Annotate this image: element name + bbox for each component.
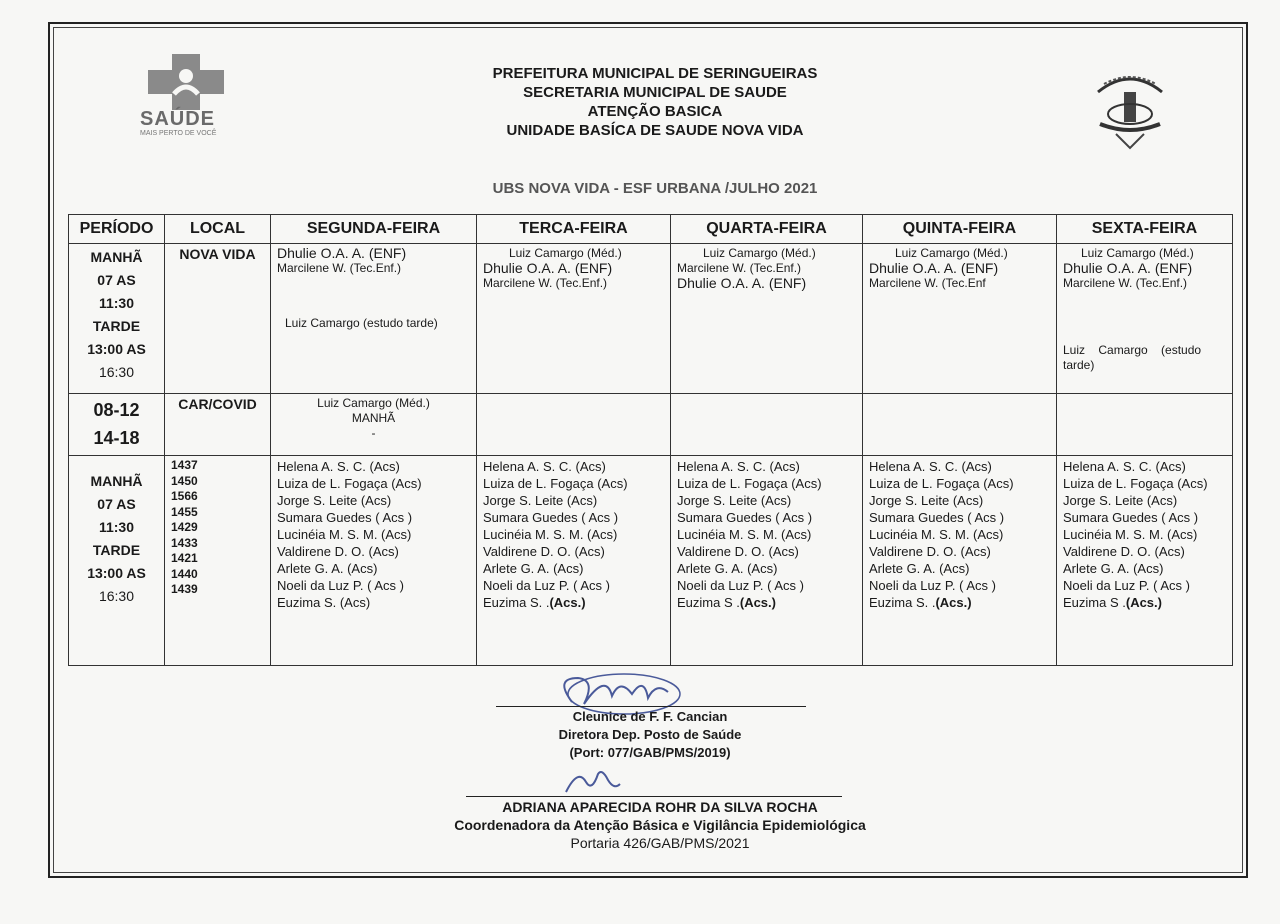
logo-word: SAÚDE xyxy=(140,108,216,130)
terca-cell xyxy=(477,394,671,456)
acs-entry: Arlete G. A. (Acs) xyxy=(483,561,584,576)
period-text: MANHÃ xyxy=(90,249,143,265)
acs-entry: Arlete G. A. (Acs) xyxy=(677,561,778,576)
period-text: TARDE xyxy=(92,318,141,334)
header-line-1: PREFEITURA MUNICIPAL DE SERINGUEIRAS xyxy=(492,65,818,82)
quinta-cell xyxy=(863,244,1057,394)
period-text: 13:00 AS xyxy=(87,565,146,581)
acs-entry: Jorge S. Leite (Acs) xyxy=(1063,493,1178,508)
handwritten-signature-icon xyxy=(562,766,622,796)
staff-entry: Marcilene W. (Tec.Enf.) xyxy=(677,261,802,275)
acs-entry: Luiza de L. Fogaça (Acs) xyxy=(869,476,1014,491)
period-text: 14-18 xyxy=(93,428,140,448)
acs-entry: Jorge S. Leite (Acs) xyxy=(483,493,598,508)
acs-entry xyxy=(677,594,856,611)
signer-role: Coordenadora da Atenção Básica e Vigilância Epidemiológica xyxy=(454,817,866,833)
staff-entry: - xyxy=(371,426,376,440)
acs-entry: Sumara Guedes ( Acs ) xyxy=(277,510,413,525)
acs-entry: Arlete G. A. (Acs) xyxy=(869,561,970,576)
acs-code: 1450 xyxy=(171,473,198,488)
acs-name: Euzima S. . xyxy=(483,595,550,610)
period-text: 13:00 AS xyxy=(87,341,146,357)
acs-entry: Valdirene D. O. (Acs) xyxy=(1063,544,1185,559)
period-text: 11:30 xyxy=(98,519,135,535)
segunda-cell xyxy=(271,456,477,666)
col-quinta: QUINTA-FEIRA xyxy=(863,215,1057,244)
acs-code: 1433 xyxy=(171,535,198,550)
staff-entry: Luiz Camargo (Méd.) xyxy=(895,246,1008,260)
acs-entry: Helena A. S. C. (Acs) xyxy=(483,459,606,474)
acs-name: Euzima S . xyxy=(1063,595,1126,610)
local-cell: CAR/COVID xyxy=(165,394,271,456)
acs-code: 1566 xyxy=(171,489,198,503)
staff-entry: Dhulie O.A. A. (ENF) xyxy=(1063,260,1193,276)
staff-entry: Dhulie O.A. A. (ENF) xyxy=(483,260,613,276)
header-line-2: SECRETARIA MUNICIPAL DE SAUDE xyxy=(523,84,787,101)
quarta-cell xyxy=(671,394,863,456)
signature-line xyxy=(496,706,806,707)
acs-entry: Noeli da Luz P. ( Acs ) xyxy=(869,578,996,593)
table-row xyxy=(69,456,1233,666)
acs-entry: Lucinéia M. S. M. (Acs) xyxy=(677,527,812,542)
acs-entry: Sumara Guedes ( Acs ) xyxy=(483,510,619,525)
period-text: 08-12 xyxy=(93,400,140,420)
acs-entry: Luiza de L. Fogaça (Acs) xyxy=(483,476,628,491)
quinta-cell xyxy=(863,456,1057,666)
acs-entry: Sumara Guedes ( Acs ) xyxy=(1063,510,1199,525)
acs-entry xyxy=(1063,594,1226,611)
schedule-table xyxy=(68,214,1233,666)
staff-entry: Luiz Camargo (estudo tarde) xyxy=(285,316,438,330)
header-line-4: UNIDADE BASÍCA DE SAUDE NOVA VIDA xyxy=(506,122,804,139)
staff-entry: Marcilene W. (Tec.Enf.) xyxy=(483,276,608,290)
staff-entry: Marcilene W. (Tec.Enf.) xyxy=(1063,276,1188,290)
acs-label: (Acs.) xyxy=(739,595,776,610)
staff-entry: Luiz Camargo (estudo tarde) xyxy=(1063,343,1205,372)
period-text: 16:30 xyxy=(98,588,135,604)
sexta-cell xyxy=(1057,394,1233,456)
codes-cell xyxy=(165,456,271,666)
col-quarta: QUARTA-FEIRA xyxy=(671,215,863,244)
acs-entry xyxy=(483,594,664,611)
acs-entry: Luiza de L. Fogaça (Acs) xyxy=(1063,476,1208,491)
staff-entry: Luiz Camargo (Méd.) xyxy=(317,396,430,410)
acs-code: 1437 xyxy=(171,458,198,472)
period-cell xyxy=(69,394,165,456)
staff-entry: Luiz Camargo (Méd.) xyxy=(509,246,622,260)
staff-entry: MANHÃ xyxy=(351,411,396,425)
table-row xyxy=(69,394,1233,456)
acs-entry: Valdirene D. O. (Acs) xyxy=(869,544,991,559)
col-sexta: SEXTA-FEIRA xyxy=(1057,215,1233,244)
acs-entry: Arlete G. A. (Acs) xyxy=(1063,561,1164,576)
acs-entry: Noeli da Luz P. ( Acs ) xyxy=(677,578,804,593)
acs-entry xyxy=(869,594,1050,611)
acs-entry: Lucinéia M. S. M. (Acs) xyxy=(483,527,618,542)
acs-entry: Noeli da Luz P. ( Acs ) xyxy=(1063,578,1190,593)
acs-entry: Luiza de L. Fogaça (Acs) xyxy=(277,476,422,491)
acs-entry: Helena A. S. C. (Acs) xyxy=(869,459,992,474)
signer-name: Cleunice de F. F. Cancian xyxy=(572,709,728,724)
acs-entry: Noeli da Luz P. ( Acs ) xyxy=(277,578,404,593)
staff-entry: Marcilene W. (Tec.Enf xyxy=(869,276,986,290)
acs-code: 1455 xyxy=(171,504,198,519)
health-cross-icon xyxy=(144,54,228,110)
terca-cell xyxy=(477,456,671,666)
signature-line xyxy=(466,796,842,797)
period-text: 07 AS xyxy=(97,272,136,288)
acs-entry: Euzima S. (Acs) xyxy=(277,595,371,610)
table-header-row xyxy=(69,215,1233,244)
signer-role: Diretora Dep. Posto de Saúde xyxy=(558,727,742,742)
acs-code: 1421 xyxy=(171,551,198,565)
acs-entry: Jorge S. Leite (Acs) xyxy=(677,493,792,508)
period-text: 16:30 xyxy=(98,364,135,380)
acs-entry: Lucinéia M. S. M. (Acs) xyxy=(1063,527,1198,542)
local-cell: NOVA VIDA xyxy=(165,244,271,394)
col-periodo: PERÍODO xyxy=(69,215,165,244)
acs-label: (Acs.) xyxy=(549,595,586,610)
period-cell xyxy=(69,456,165,666)
acs-entry: Luiza de L. Fogaça (Acs) xyxy=(677,476,822,491)
signer-portaria: (Port: 077/GAB/PMS/2019) xyxy=(569,745,731,760)
schedule-title: UBS NOVA VIDA - ESF URBANA /JULHO 2021 xyxy=(492,180,818,197)
logo-tagline: MAIS PERTO DE VOCÊ xyxy=(140,130,217,137)
acs-label: (Acs.) xyxy=(1125,595,1162,610)
segunda-cell xyxy=(271,394,477,456)
acs-entry: Jorge S. Leite (Acs) xyxy=(277,493,392,508)
col-terca: TERCA-FEIRA xyxy=(477,215,671,244)
acs-entry: Sumara Guedes ( Acs ) xyxy=(677,510,813,525)
acs-entry: Helena A. S. C. (Acs) xyxy=(677,459,800,474)
acs-entry: Valdirene D. O. (Acs) xyxy=(277,544,399,559)
table-row xyxy=(69,244,1233,394)
acs-label: (Acs.) xyxy=(935,595,972,610)
terca-cell xyxy=(477,244,671,394)
staff-entry: Luiz Camargo (Méd.) xyxy=(1081,246,1194,260)
sexta-cell xyxy=(1057,244,1233,394)
staff-entry: Dhulie O.A. A. (ENF) xyxy=(869,260,999,276)
period-cell xyxy=(69,244,165,394)
segunda-cell xyxy=(271,244,477,394)
acs-entry: Helena A. S. C. (Acs) xyxy=(1063,459,1186,474)
signer-name: ADRIANA APARECIDA ROHR DA SILVA ROCHA xyxy=(502,799,818,815)
acs-entry: Arlete G. A. (Acs) xyxy=(277,561,378,576)
quarta-cell xyxy=(671,456,863,666)
header-line-3: ATENÇÃO BASICA xyxy=(587,103,723,120)
acs-code: 1440 xyxy=(171,566,198,581)
col-segunda: SEGUNDA-FEIRA xyxy=(271,215,477,244)
saude-logo xyxy=(138,52,238,136)
period-text: 07 AS xyxy=(97,496,136,512)
acs-entry: Lucinéia M. S. M. (Acs) xyxy=(277,527,412,542)
staff-entry: Dhulie O.A. A. (ENF) xyxy=(277,245,407,261)
period-text: 11:30 xyxy=(98,295,135,311)
acs-entry: Valdirene D. O. (Acs) xyxy=(483,544,605,559)
signer-portaria: Portaria 426/GAB/PMS/2021 xyxy=(570,835,750,851)
staff-entry: Luiz Camargo (Méd.) xyxy=(703,246,816,260)
staff-entry: Dhulie O.A. A. (ENF) xyxy=(677,275,807,291)
acs-entry: Jorge S. Leite (Acs) xyxy=(869,493,984,508)
acs-entry: Helena A. S. C. (Acs) xyxy=(277,459,400,474)
staff-entry: Marcilene W. (Tec.Enf.) xyxy=(277,261,402,275)
municipal-crest-icon xyxy=(1090,70,1170,150)
period-text: TARDE xyxy=(92,542,141,558)
sexta-cell xyxy=(1057,456,1233,666)
acs-name: Euzima S. . xyxy=(869,595,936,610)
acs-entry: Noeli da Luz P. ( Acs ) xyxy=(483,578,610,593)
acs-code: 1439 xyxy=(171,582,198,596)
quarta-cell xyxy=(671,244,863,394)
document-header xyxy=(400,64,910,140)
quinta-cell xyxy=(863,394,1057,456)
col-local: LOCAL xyxy=(165,215,271,244)
period-text: MANHÃ xyxy=(90,473,143,489)
acs-code: 1429 xyxy=(171,520,198,534)
acs-entry: Valdirene D. O. (Acs) xyxy=(677,544,799,559)
acs-entry: Sumara Guedes ( Acs ) xyxy=(869,510,1005,525)
acs-entry: Lucinéia M. S. M. (Acs) xyxy=(869,527,1004,542)
acs-name: Euzima S . xyxy=(677,595,740,610)
